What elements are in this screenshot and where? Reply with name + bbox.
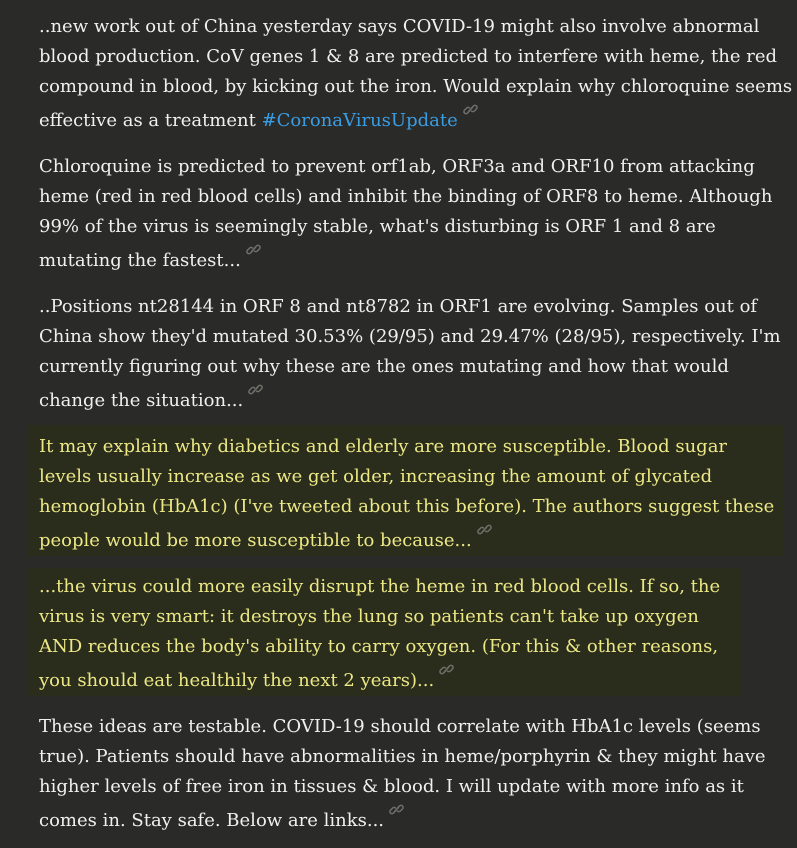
hashtag-link[interactable]: #CoronaVirusUpdate	[261, 110, 458, 131]
link-icon[interactable]	[248, 382, 263, 397]
tweet-paragraph	[39, 12, 794, 136]
tweet-paragraph	[39, 152, 794, 276]
tweet-text: ..new work out of China yesterday says COVID-19 might also involve abnormal blood production. CoV genes 1 & 8 are predicted to interfere with heme, the red compound in blood, by kicking out the iron. Would explain why chloroquine seems effective as a treatment	[39, 16, 793, 131]
tweet-text: ..Positions nt28144 in ORF 8 and nt8782 in ORF1 are evolving. Samples out of China show they'd mutated 30.53% (29/95) and 29.47% (28/95), respectively. I'm currently figuring out why these are the ones mutating and how that would change the situation...	[39, 296, 781, 411]
link-icon[interactable]	[439, 662, 454, 677]
tweet-paragraph-highlighted	[28, 425, 783, 556]
tweet-paragraph-highlighted	[28, 568, 741, 696]
tweet-paragraph	[39, 712, 794, 836]
tweet-text: Chloroquine is predicted to prevent orf1ab, ORF3a and ORF10 from attacking heme (red in red blood cells) and inhibit the binding of ORF8 to heme. Although 99% of the virus is seemingly stable, what's disturbing is ORF 1 and 8 are mutating the fastest...	[39, 156, 773, 271]
link-icon[interactable]	[477, 522, 492, 537]
link-icon[interactable]	[389, 802, 404, 817]
link-icon[interactable]	[463, 102, 478, 117]
link-icon[interactable]	[246, 242, 261, 257]
tweet-text: ...the virus could more easily disrupt the heme in red blood cells. If so, the virus is very smart: it destroys the lung so patients can't take up oxygen AND reduces the body's ability to carry oxygen. (For this & other reasons, you should eat healthily the next 2 years)...	[39, 576, 721, 691]
tweet-text: These ideas are testable. COVID-19 should correlate with HbA1c levels (seems true). Patients should have abnormalities in heme/porphyrin & they might have higher levels of free iron in tissues & blood. I will update with more info as it comes in. Stay safe. Below are links...	[39, 716, 766, 831]
tweet-paragraph	[39, 292, 794, 416]
tweet-text: It may explain why diabetics and elderly are more susceptible. Blood sugar levels usually increase as we get older, increasing the amount of glycated hemoglobin (HbA1c) (I've tweeted about this before). The authors suggest these people would be more susceptible to because...	[39, 436, 775, 551]
